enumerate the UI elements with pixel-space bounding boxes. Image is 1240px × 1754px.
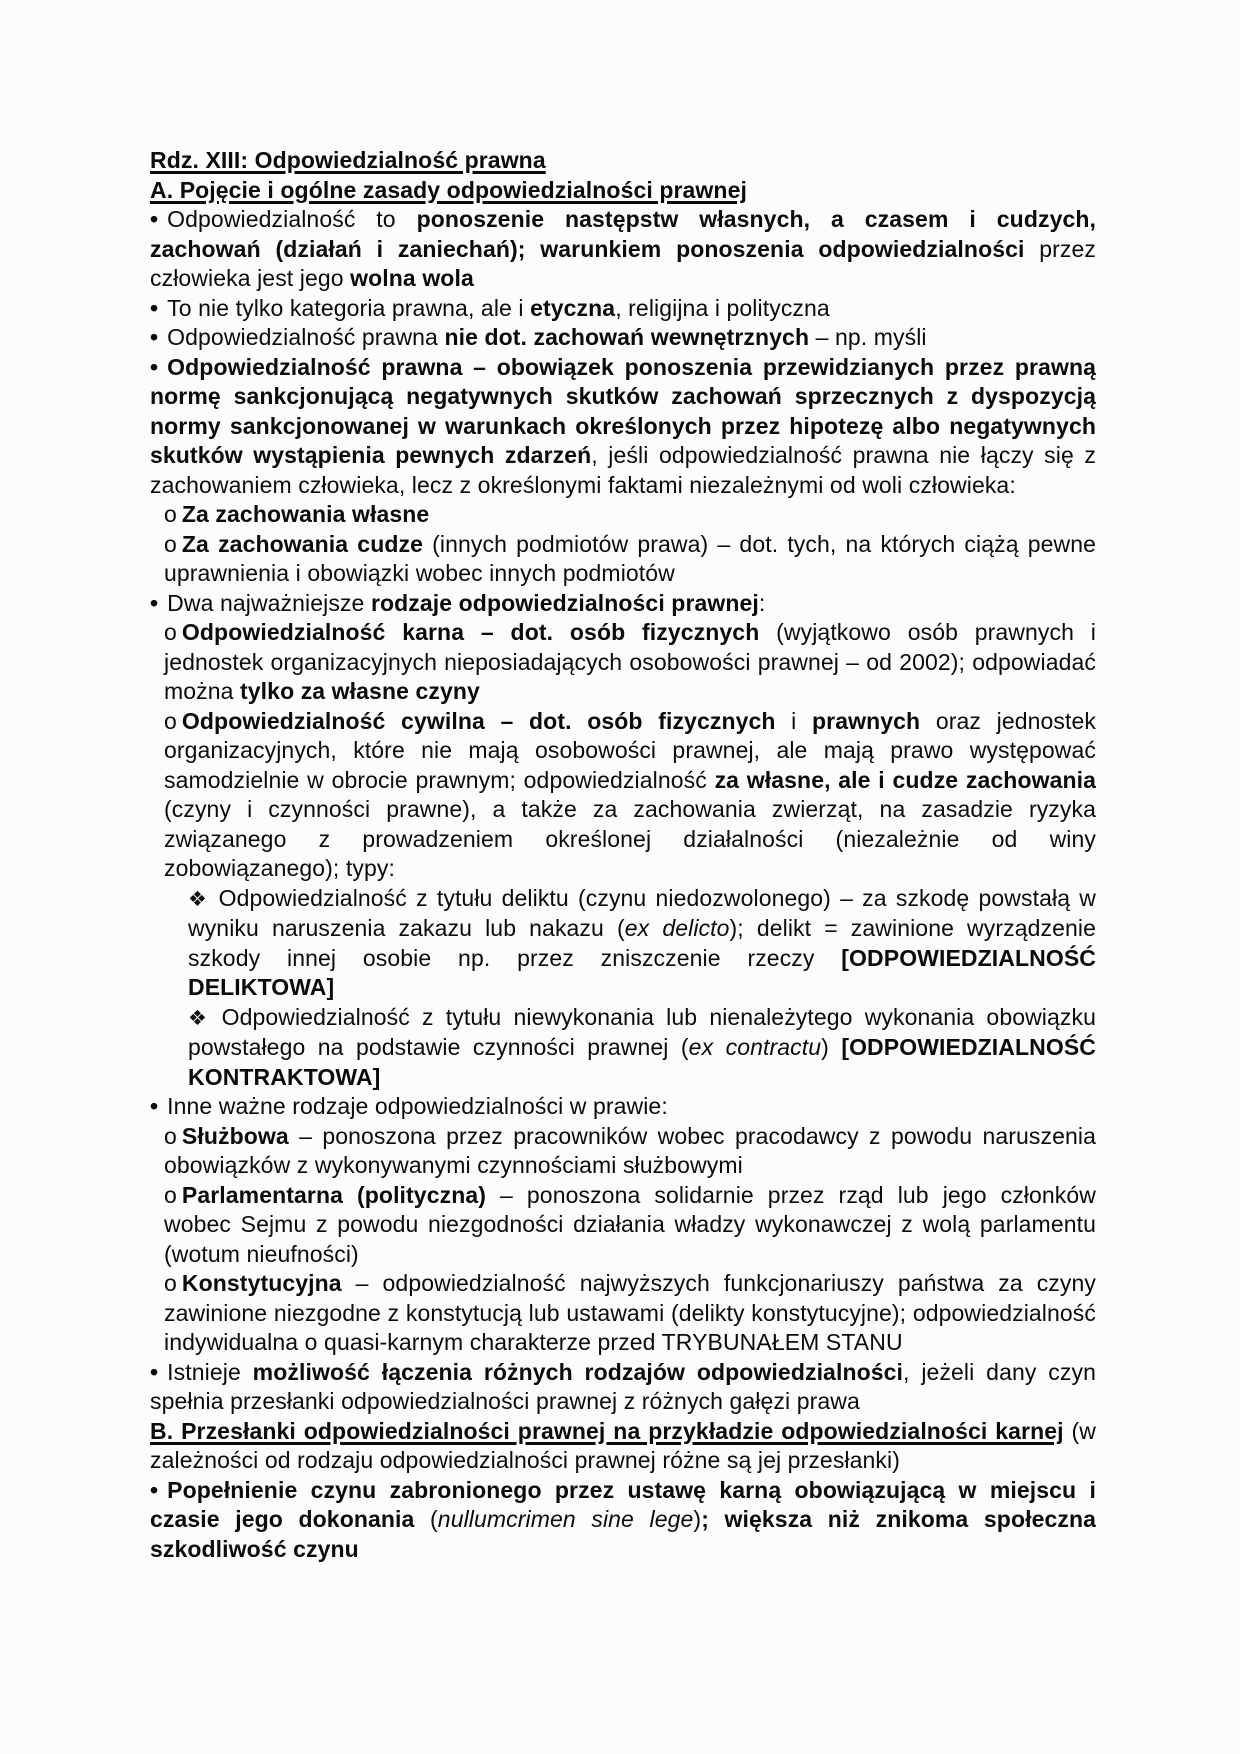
bullet-popelnienie-czynu: [150, 1476, 1103, 1565]
subbullet-odpowiedzialnosc-cywilna: [150, 707, 1103, 884]
bullet-kategoria: [150, 294, 1096, 324]
circle-bullet-icon: o: [164, 1270, 177, 1296]
text-run: ): [821, 1034, 842, 1060]
text-run: (wyjątkowo osób prawnych i jednostek organizacyjnych nieposiadających osobowości prawnej – od 2002); odpowiadać można: [164, 619, 1103, 704]
text-run: – ponoszona przez pracowników wobec pracodawcy z powodu naruszenia obowiązków z wykonywanymi czynnościami służbowymi: [164, 1122, 1103, 1178]
text-run: ex delicto: [624, 915, 730, 941]
text-run: Konstytucyjna: [181, 1270, 342, 1296]
bullet-dwa-rodzaje: [150, 589, 1096, 619]
text-run: przez człowieka jest jego: [150, 235, 1103, 291]
chapter-heading: [150, 146, 1096, 176]
section-a-heading: [150, 176, 1096, 206]
section-b-heading: [150, 1417, 1103, 1476]
text-run: ); delikt = zawinione wyrządzenie szkody innej osobie np. przez zniszczenie rzeczy: [188, 915, 1103, 971]
circle-bullet-icon: o: [164, 1122, 177, 1149]
text-run: – np. myśli: [809, 324, 927, 350]
document-content: [150, 146, 1103, 1564]
text-run: rodzaje odpowiedzialności prawnej: [370, 589, 759, 616]
text-run: – odpowiedzialność najwyższych funkcjonariuszy państwa za czyny zawinione niezgodne z konstytucją lub ustawami (delikty konstytucyjne); odpowiedzialność indywidualna o quasi-karnym charakterze przed TRYBUNAŁEM STANU: [164, 1270, 1103, 1355]
text-run: Za zachowania cudze: [181, 530, 423, 557]
bullet-nie-dot-wewnetrznych: [150, 323, 1096, 353]
text-run: (innych podmiotów prawa) – dot. tych, na których ciążą pewne uprawnienia i obowiązki wobec innych podmiotów: [164, 530, 1103, 586]
text-run: Służbowa: [181, 1122, 289, 1149]
subbullet-konstytucyjna: [150, 1269, 1103, 1358]
text-run: , jeśli odpowiedzialność prawna nie łączy się z zachowaniem człowieka, lecz z określonymi faktami niezależnymi od woli człowieka:: [150, 442, 1103, 498]
text-run: Dwa najważniejsze: [167, 589, 371, 616]
text-run: nullumcrimen sine lege: [437, 1506, 694, 1532]
text-run: , religijna i polityczna: [615, 294, 830, 321]
text-run: [ODPOWIEDZIALNOŚĆ KONTRAKTOWA]: [188, 1034, 1103, 1090]
text-run: Odpowiedzialność prawna: [167, 324, 445, 350]
text-run: Istnieje: [167, 1358, 253, 1385]
subbullet-odpowiedzialnosc-karna: [150, 618, 1103, 707]
text-run: B. Przesłanki odpowiedzialności prawnej na przykładzie odpowiedzialności karnej: [150, 1417, 1064, 1444]
text-run: Odpowiedzialność z tytułu niewykonania lub nienależytego wykonania obowiązku powstałego na podstawie czynności prawnej (: [188, 1003, 1103, 1060]
text-run: [ODPOWIEDZIALNOŚĆ DELIKTOWA]: [188, 944, 1103, 1000]
text-run: Inne ważne rodzaje odpowiedzialności w prawie:: [167, 1093, 668, 1119]
text-run: Odpowiedzialność prawna – obowiązek ponoszenia przewidzianych przez prawną normę sankcjonującą negatywnych skutków zachowań sprzecznych z dyspozycją normy sankcjonowanej w warunkach określonych przez hipotezę albo negatywnych skutków wystąpienia pewnych zdarzeń: [150, 353, 1103, 468]
text-run: A. Pojęcie i ogólne zasady odpowiedzialności prawnej: [150, 176, 747, 203]
text-run: Rdz. XIII: Odpowiedzialność prawna: [150, 147, 546, 173]
bullet-icon: •: [150, 1093, 159, 1119]
text-run: Odpowiedzialność cywilna – dot. osób fizycznych: [181, 707, 776, 734]
circle-bullet-icon: o: [164, 501, 177, 527]
text-run: To nie tylko kategoria prawna, ale i: [167, 294, 531, 321]
text-run: możliwość łączenia różnych rodzajów odpowiedzialności: [252, 1358, 904, 1385]
text-run: (czyny i czynności prawne), a także za zachowania zwierząt, na zasadzie ryzyka związanego z prowadzeniem określonej działalności (niezależnie od winy zobowiązanego); typy:: [164, 766, 1103, 881]
circle-bullet-icon: o: [164, 530, 177, 557]
diamond-bullet-icon: ❖: [188, 887, 210, 911]
text-run: ex contractu: [688, 1034, 822, 1060]
subbullet-za-zachowania-cudze: [150, 530, 1103, 589]
bullet-icon: •: [150, 206, 159, 232]
text-run: , jeżeli dany czyn spełnia przesłanki odpowiedzialności prawnej z różnych gałęzi prawa: [150, 1358, 1103, 1414]
circle-bullet-icon: o: [164, 707, 177, 734]
text-run: :: [758, 589, 766, 616]
subbullet-parlamentarna: [150, 1181, 1103, 1270]
text-run: Parlamentarna (polityczna): [181, 1181, 486, 1208]
text-run: tylko za własne czyny: [240, 678, 480, 704]
text-run: – ponoszona solidarnie przez rząd lub jego członków wobec Sejmu z powodu niezgodności działania władzy wykonawczej z wolą parlamentu (wotum nieufności): [164, 1181, 1103, 1267]
bullet-odpowiedzialnosc-to: [150, 205, 1103, 294]
text-run: ponoszenie następstw własnych, a czasem i cudzych, zachowań (działań i zaniechań); warunkiem ponoszenia odpowiedzialności: [150, 206, 1103, 262]
bullet-icon: •: [150, 353, 159, 380]
bullet-icon: •: [150, 589, 159, 616]
text-run: Odpowiedzialność to: [167, 206, 417, 232]
bullet-definicja-odpowiedzialnosci: [150, 353, 1103, 501]
bullet-inne-rodzaje: [150, 1092, 1096, 1122]
bullet-icon: •: [150, 1476, 159, 1503]
text-run: ): [693, 1506, 702, 1532]
text-run: za własne, ale i cudze zachowania: [714, 766, 1097, 793]
text-run: oraz jednostek organizacyjnych, które nie mają osobowości prawnej, ale mają prawo występować samodzielnie w obrocie prawnym; odpowiedzialność: [164, 707, 1103, 793]
text-run: Odpowiedzialność z tytułu deliktu (czynu niedozwolonego) – za szkodę powstałą w wyniku naruszenia zakazu lub nakazu (: [188, 884, 1103, 941]
diamond-odpowiedzialnosc-kontraktowa: [150, 1003, 1103, 1093]
circle-bullet-icon: o: [164, 619, 177, 645]
subbullet-za-zachowania-wlasne: [150, 500, 1096, 530]
text-run: Za zachowania własne: [181, 501, 430, 527]
text-run: ; większa niż znikoma społeczna szkodliwość czynu: [150, 1506, 1103, 1562]
text-run: nie dot. zachowań wewnętrznych: [444, 324, 810, 350]
subbullet-sluzbowa: [150, 1122, 1103, 1181]
diamond-bullet-icon: ❖: [188, 1006, 213, 1030]
text-run: Popełnienie czynu zabronionego przez ustawę karną obowiązującą w miejscu i czasie jego dokonania: [150, 1476, 1103, 1532]
bullet-icon: •: [150, 324, 159, 350]
bullet-icon: •: [150, 1358, 159, 1385]
text-run: Odpowiedzialność karna – dot. osób fizycznych: [181, 619, 760, 645]
diamond-odpowiedzialnosc-deliktowa: [150, 884, 1103, 1003]
circle-bullet-icon: o: [164, 1181, 177, 1208]
text-run: wolna wola: [350, 265, 474, 291]
text-run: prawnych: [812, 707, 921, 734]
text-run: i: [775, 707, 813, 734]
bullet-laczenie-odpowiedzialnosci: [150, 1358, 1103, 1417]
text-run: etyczna: [530, 294, 616, 321]
text-run: (w zależności od rodzaju odpowiedzialności prawnej różne są jej przesłanki): [150, 1417, 1103, 1473]
bullet-icon: •: [150, 294, 159, 321]
text-run: (: [414, 1506, 438, 1532]
